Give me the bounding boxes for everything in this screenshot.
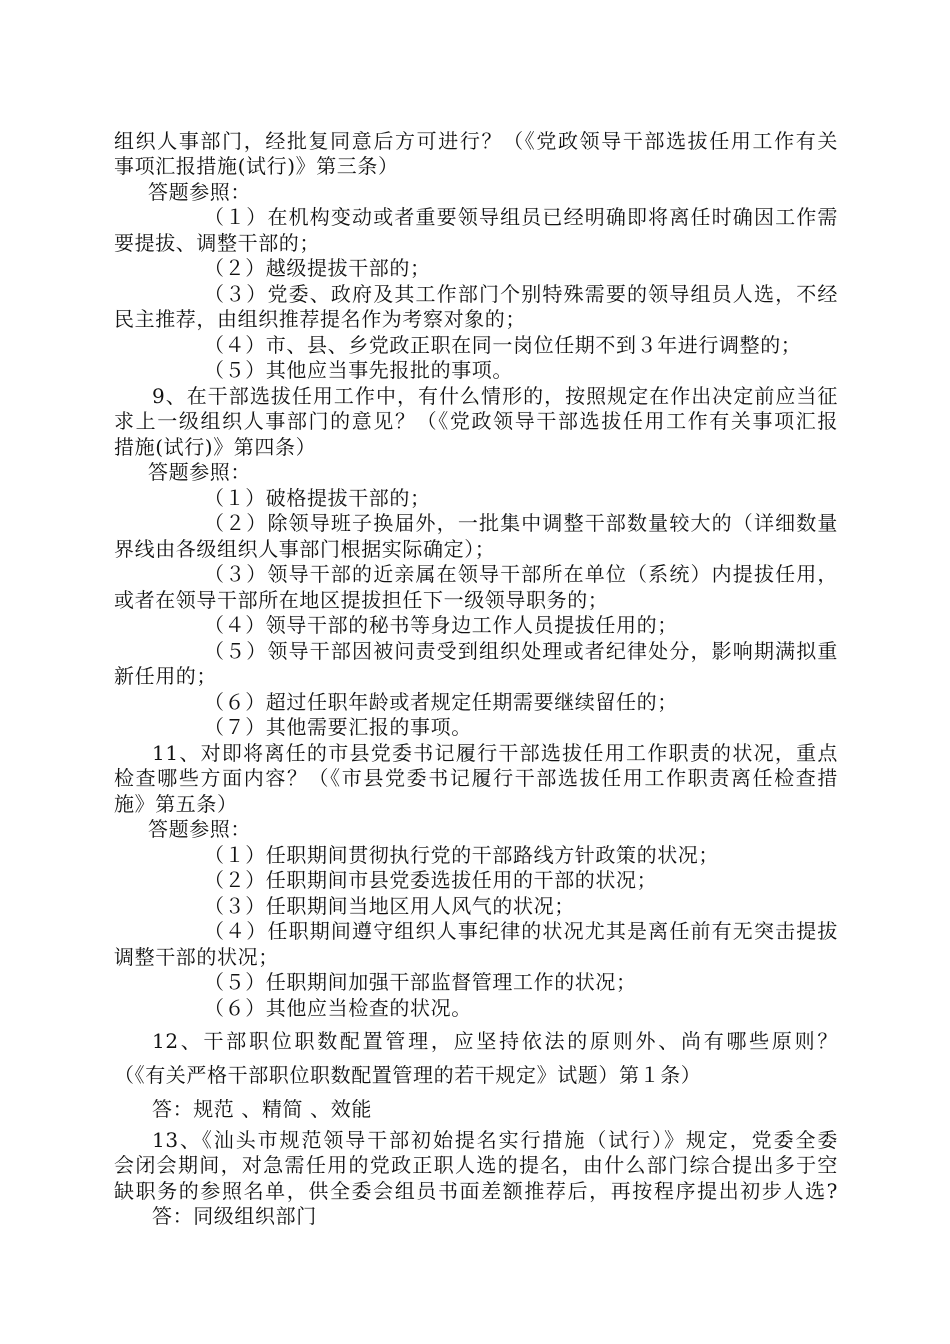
list-item: （２）任职期间市县党委选拔任用的干部的状况； (204, 868, 658, 892)
answer-heading: 答题参照： (148, 460, 251, 484)
list-item: （４）市、县、乡党政正职在同一岗位任期不到３年进行调整的； (204, 333, 802, 357)
text-line: 检查哪些方面内容？（《市县党委书记履行干部选拔任用工作职责离任检查措 (114, 766, 838, 790)
list-item: （４）领导干部的秘书等身边工作人员提拔任用的； (204, 613, 678, 637)
list-item: （４）任职期间遵守组织人事纪律的状况尤其是离任前有无突击提拔 (204, 919, 838, 943)
list-item: （５）任职期间加强干部监督管理工作的状况； (204, 970, 637, 994)
text-line: （《有关严格干部职位职数配置管理的若干规定》试题）第１条） (114, 1063, 702, 1087)
answer-12: 答：规范 、精简 、效能 (152, 1097, 372, 1121)
list-item: （３）领导干部的近亲属在领导干部所在单位（系统）内提拔任用， (204, 562, 838, 586)
list-item: （５）其他应当事先报批的事项。 (204, 358, 513, 382)
text-line: 施》第五条） (114, 792, 238, 816)
text-line: 民主推荐，由组织推荐提名作为考察对象的； (114, 307, 526, 331)
list-item: （１）在机构变动或者重要领导组员已经明确即将离任时确因工作需 (204, 205, 838, 229)
list-item: （１）破格提拔干部的； (204, 486, 431, 510)
list-item: （７）其他需要汇报的事项。 (204, 715, 472, 739)
list-item: （１）任职期间贯彻执行党的干部路线方针政策的状况； (204, 843, 719, 867)
text-line: 缺职务的参照名单，供全委会组员书面差额推荐后，再按程序提出初步人选? (114, 1179, 838, 1203)
text-line: 或者在领导干部所在地区提拔担任下一级领导职务的； (114, 588, 609, 612)
text-line: 组织人事部门，经批复同意后方可进行？（《党政领导干部选拔任用工作有关 (114, 129, 838, 153)
answer-13: 答：同级组织部门 (152, 1204, 317, 1228)
question-12: 12、干部职位职数配置管理，应坚持依法的原则外、尚有哪些原则？ (152, 1029, 838, 1053)
text-line: 界线由各级组织人事部门根据实际确定）； (114, 537, 496, 561)
text-line: 新任用的； (114, 664, 217, 688)
answer-heading: 答题参照： (148, 180, 251, 204)
text-line: 调整干部的状况； (114, 945, 279, 969)
text-line: 措施(试行)》第四条） (114, 435, 317, 459)
list-item: （５）领导干部因被问责受到组织处理或者纪律处分，影响期满拟重 (204, 639, 838, 663)
text-line: 求上一级组织人事部门的意见？（《党政领导干部选拔任用工作有关事项汇报 (114, 409, 838, 433)
list-item: （３）任职期间当地区用人风气的状况； (204, 894, 575, 918)
list-item: （６）超过任职年龄或者规定任期需要继续留任的； (204, 690, 678, 714)
question-9: 9、在干部选拔任用工作中，有什么情形的，按照规定在作出决定前应当征 (152, 384, 838, 408)
question-11: 11、对即将离任的市县党委书记履行干部选拔任用工作职责的状况，重点 (152, 741, 838, 765)
question-13: 13、《汕头市规范领导干部初始提名实行措施（试行）》规定，党委全委 (152, 1128, 838, 1152)
list-item: （３）党委、政府及其工作部门个别特殊需要的领导组员人选，不经 (204, 282, 838, 306)
text-line: 要提拔、调整干部的； (114, 231, 320, 255)
list-item: （６）其他应当检查的状况。 (204, 996, 472, 1020)
text-line: 事项汇报措施(试行)》第三条） (114, 154, 399, 178)
list-item: （２）除领导班子换届外，一批集中调整干部数量较大的（详细数量 (204, 511, 838, 535)
list-item: （２）越级提拔干部的； (204, 256, 431, 280)
text-line: 会闭会期间，对急需任用的党政正职人选的提名，由什么部门综合提出多于空 (114, 1153, 838, 1177)
answer-heading: 答题参照： (148, 817, 251, 841)
